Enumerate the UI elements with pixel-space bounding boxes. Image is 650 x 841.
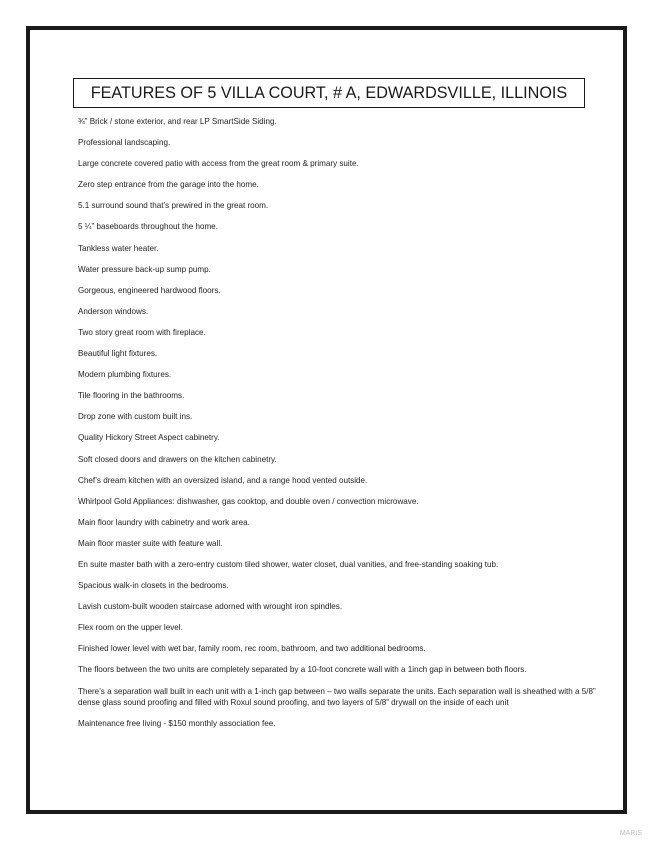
- title-box: [73, 78, 585, 108]
- feature-item: 5.1 surround sound that’s prewired in the great room.: [78, 201, 269, 211]
- feature-item: Chef’s dream kitchen with an oversized island, and a range hood vented outside.: [78, 475, 368, 485]
- feature-item: The floors between the two units are completely separated by a 10-foot concrete wall with a 1inch gap in between both floors.: [78, 665, 527, 675]
- feature-item: Professional landscaping.: [78, 138, 171, 148]
- feature-item: Tankless water heater.: [78, 243, 159, 253]
- features-list: [78, 116, 608, 740]
- feature-item: Water pressure back-up sump pump.: [78, 264, 211, 274]
- document-page: [26, 26, 627, 814]
- feature-item: Gorgeous, engineered hardwood floors.: [78, 285, 221, 295]
- feature-item: Main floor laundry with cabinetry and work area.: [78, 517, 250, 527]
- feature-item: Flex room on the upper level.: [78, 623, 183, 633]
- feature-item: Finished lower level with wet bar, family room, rec room, bathroom, and two additional bedrooms.: [78, 644, 426, 654]
- feature-item: Modern plumbing fixtures.: [78, 370, 172, 380]
- feature-item: Whirlpool Gold Appliances: dishwasher, gas cooktop, and double oven / convection microwave.: [78, 496, 419, 506]
- feature-item: Soft closed doors and drawers on the kitchen cabinetry.: [78, 454, 277, 464]
- feature-item: There’s a separation wall built in each unit with a 1-inch gap between – two walls separate the units. Each separation wall is sheathed with a 5/8” dense glass sound proofing and filled with Roxul sound proofing, and two layers of 5/8” drywall on the inside of each unit: [78, 686, 596, 707]
- feature-item: Main floor master suite with feature wall.: [78, 538, 223, 548]
- feature-item: Zero step entrance from the garage into the home.: [78, 180, 259, 190]
- feature-item: Tile flooring in the bathrooms.: [78, 391, 185, 401]
- mls-watermark: MARIS: [619, 830, 642, 837]
- feature-item: Maintenance free living - $150 monthly association fee.: [78, 719, 276, 729]
- feature-item: Spacious walk-in closets in the bedrooms.: [78, 581, 229, 591]
- feature-item: Anderson windows.: [78, 306, 149, 316]
- feature-item: 5 ¼” baseboards throughout the home.: [78, 222, 218, 232]
- feature-item: Quality Hickory Street Aspect cabinetry.: [78, 433, 220, 443]
- feature-item: En suite master bath with a zero-entry custom tiled shower, water closet, dual vanities, and free-standing soaking tub.: [78, 559, 499, 569]
- feature-item: Drop zone with custom built ins.: [78, 412, 193, 422]
- feature-item: ¾” Brick / stone exterior, and rear LP SmartSide Siding.: [78, 117, 277, 126]
- feature-item: Two story great room with fireplace.: [78, 327, 206, 337]
- feature-item: Large concrete covered patio with access from the great room & primary suite.: [78, 159, 359, 169]
- feature-item: Lavish custom-built wooden staircase adorned with wrought iron spindles.: [78, 602, 343, 612]
- feature-item: Beautiful light fixtures.: [78, 349, 158, 359]
- page-title: FEATURES OF 5 VILLA COURT, # A, EDWARDSVILLE, ILLINOIS: [90, 83, 568, 102]
